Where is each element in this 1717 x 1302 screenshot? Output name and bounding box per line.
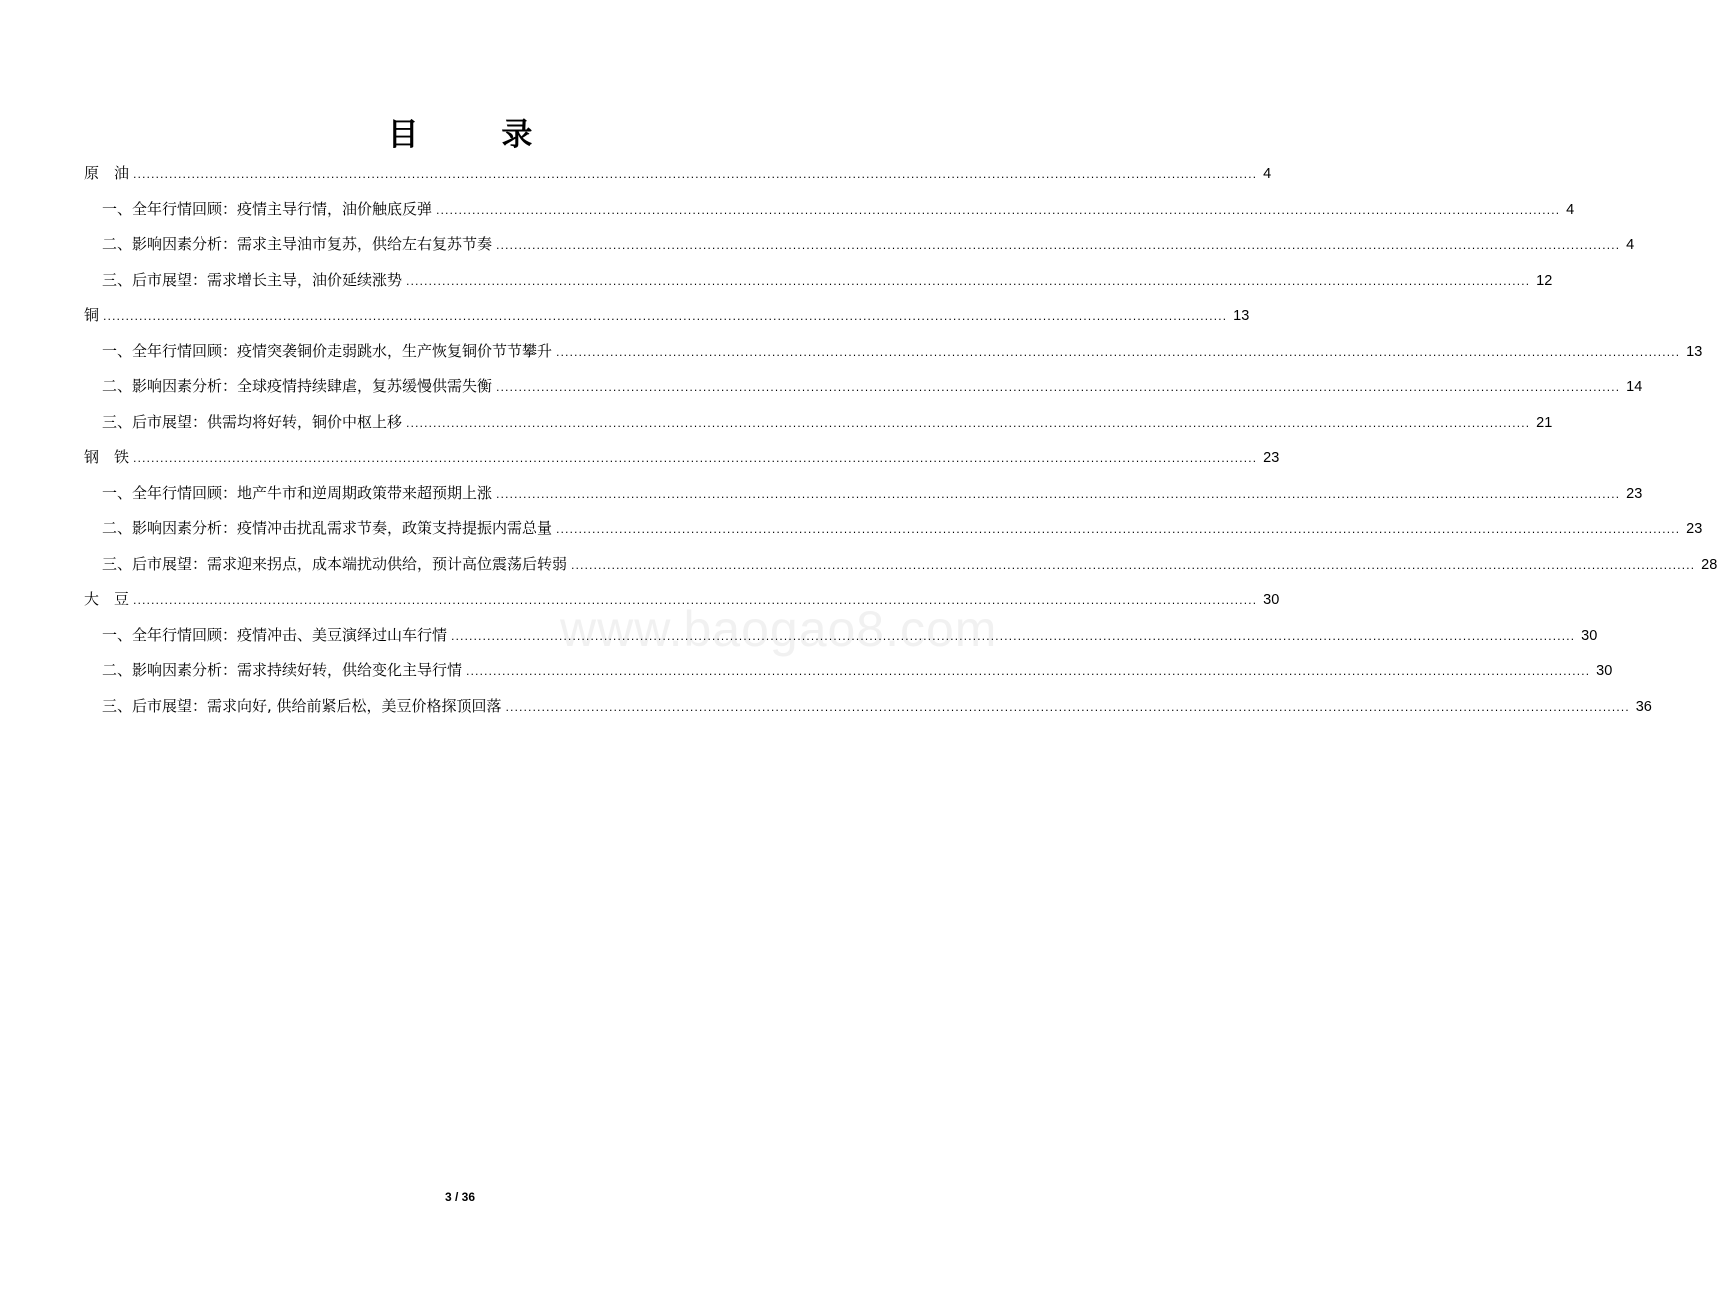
toc-page-number: 28 [1701,556,1717,573]
toc-page-number: 23 [1626,485,1643,502]
dot-leader [133,441,1257,477]
toc-entry-steel-review[interactable] [84,476,1643,512]
toc-entry-steel-factors[interactable] [84,511,1703,547]
toc-entry-text: 一、全年行情回顾：疫情主导行情，油价触底反弹 [102,199,433,218]
toc-page-number: 30 [1581,627,1598,644]
dot-leader [406,406,1530,442]
page-title: 目 录 [387,117,569,153]
toc-page-number: 21 [1536,414,1553,431]
table-of-contents [84,156,1717,724]
toc-page-number: 23 [1263,450,1280,466]
toc-page-number: 13 [1233,308,1250,324]
toc-entry-text: 大 豆 [84,590,130,608]
dot-leader [556,335,1680,371]
toc-page-number: 4 [1626,237,1635,253]
toc-entry-text: 铜 [84,306,100,324]
toc-entry-copper[interactable] [84,298,1250,334]
toc-page-number: 30 [1596,663,1613,679]
toc-page-number: 23 [1686,521,1703,537]
toc-entry-steel-outlook[interactable] [84,547,1717,583]
page-indicator: 3 / 36 [444,1190,476,1204]
dot-leader [103,299,1227,335]
toc-entry-text: 三、后市展望：需求增长主导，油价延续涨势 [102,270,403,289]
toc-page-number: 30 [1263,592,1280,608]
toc-entry-text: 一、全年行情回顾：疫情冲击、美豆演绎过山车行情 [102,625,448,644]
dot-leader [466,654,1590,690]
toc-page-number: 12 [1536,272,1553,289]
toc-entry-soybean-outlook[interactable] [84,689,1652,725]
toc-entry-crude-oil[interactable] [84,156,1272,192]
toc-entry-text: 原 油 [84,164,130,182]
toc-page-number: 4 [1263,166,1272,182]
dot-leader [133,157,1257,193]
toc-entry-steel[interactable] [84,440,1280,476]
toc-page-number: 36 [1635,698,1652,715]
toc-entry-soybean[interactable] [84,582,1280,618]
dot-leader [496,370,1620,406]
toc-entry-copper-review[interactable] [84,334,1703,370]
toc-entry-copper-outlook[interactable] [84,405,1553,441]
toc-entry-text: 三、后市展望：需求向好, 供给前紧后松，美豆价格探顶回落 [102,696,502,715]
dot-leader [556,512,1680,548]
toc-entry-text: 二、影响因素分析：全球疫情持续肆虐，复苏缓慢供需失衡 [102,377,493,395]
dot-leader [496,477,1620,513]
toc-entry-soybean-factors[interactable] [84,653,1613,689]
dot-leader [451,619,1575,655]
toc-entry-text: 三、后市展望：供需均将好转，铜价中枢上移 [102,412,403,431]
dot-leader [406,264,1530,300]
dot-leader [133,583,1257,619]
toc-entry-crude-oil-outlook[interactable] [84,263,1553,299]
toc-entry-text: 二、影响因素分析：疫情冲击扰乱需求节奏，政策支持提振内需总量 [102,519,553,537]
toc-entry-crude-oil-review[interactable] [84,192,1575,228]
toc-page-number: 14 [1626,379,1643,395]
dot-leader [496,228,1620,264]
toc-entry-text: 一、全年行情回顾：地产牛市和逆周期政策带来超预期上涨 [102,483,493,502]
toc-page-number: 4 [1566,201,1575,218]
toc-entry-text: 二、影响因素分析：需求持续好转，供给变化主导行情 [102,661,463,679]
toc-entry-text: 一、全年行情回顾：疫情突袭铜价走弱跳水，生产恢复铜价节节攀升 [102,341,553,360]
dot-leader [571,548,1695,584]
toc-page-number: 13 [1686,343,1703,360]
watermark: www.baogao8.com [560,601,998,657]
toc-entry-text: 钢 铁 [84,448,130,466]
toc-entry-text: 三、后市展望：需求迎来拐点，成本端扰动供给，预计高位震荡后转弱 [102,554,568,573]
toc-entry-text: 二、影响因素分析：需求主导油市复苏，供给左右复苏节奏 [102,235,493,253]
dot-leader [436,193,1560,229]
toc-entry-copper-factors[interactable] [84,369,1643,405]
toc-entry-crude-oil-factors[interactable] [84,227,1635,263]
dot-leader [506,690,1630,726]
